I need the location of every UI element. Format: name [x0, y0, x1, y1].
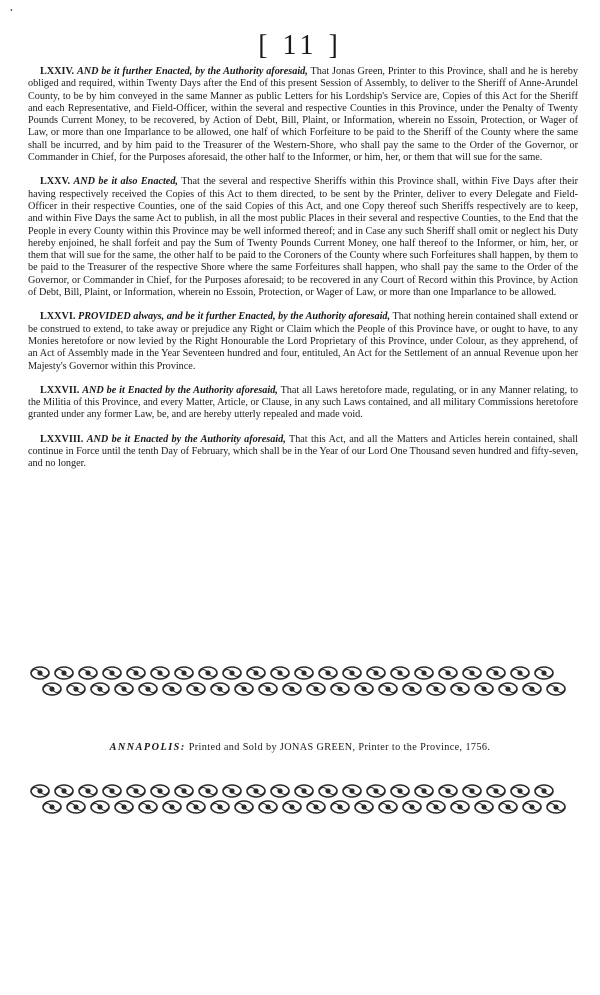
- ornament-flourish: [79, 785, 97, 797]
- ornament-flourish: [307, 801, 325, 813]
- ornament-flourish: [139, 801, 157, 813]
- ornament-flourish: [235, 801, 253, 813]
- ornament-flourish: [175, 667, 193, 679]
- ornament-flourish: [211, 801, 229, 813]
- ornament-flourish: [343, 667, 361, 679]
- ornament-flourish: [139, 683, 157, 695]
- ornament-flourish: [415, 785, 433, 797]
- paragraph-text: That nothing herein contained shall extend or be construed to extend, to take away or prejudice any Right or Claim which the People of this Province have, or ought to have, to any Monies heretofore or now levied by the Right Honourable the Lord Proprietary of this Province, under Colour, as they apprehend, of an Act of Assembly made in the Year Seventeen hundred and four, entituled, An Act for the Settlement of an annual Revenue upon her Majesty's Governor within this Province.: [28, 311, 578, 372]
- ornament-flourish: [55, 667, 73, 679]
- ornament-flourish: [223, 785, 241, 797]
- ornament-flourish: [535, 667, 553, 679]
- ornament-flourish: [427, 683, 445, 695]
- ornament-flourish: [31, 785, 49, 797]
- imprint-place: ANNAPOLIS:: [109, 742, 186, 753]
- ornament-flourish: [295, 785, 313, 797]
- ornament-flourish: [43, 683, 61, 695]
- ornament-flourish: [175, 785, 193, 797]
- ornament-flourish: [127, 785, 145, 797]
- imprint-text: Printed and Sold by JONAS GREEN, Printer to the Province, 1756.: [188, 742, 491, 753]
- ornament-flourish: [163, 683, 181, 695]
- section-number: LXXVIII.: [40, 433, 84, 445]
- ornament-flourish: [547, 801, 565, 813]
- ornament-flourish: [259, 683, 277, 695]
- enacting-clause: AND be it Enacted by the Authority aforesaid,: [82, 384, 278, 396]
- paragraph-lxxv: [28, 176, 578, 299]
- ornament-flourish: [247, 785, 265, 797]
- ornament-flourish: [115, 801, 133, 813]
- ornament-flourish: [487, 667, 505, 679]
- ornament-flourish: [103, 667, 121, 679]
- enacting-clause: AND be it also Enacted,: [73, 176, 178, 188]
- ornament-flourish: [223, 667, 241, 679]
- ornament-flourish: [475, 801, 493, 813]
- ornament-flourish: [259, 801, 277, 813]
- ornament-flourish: [187, 683, 205, 695]
- ornament-flourish: [43, 801, 61, 813]
- ornament-flourish: [331, 801, 349, 813]
- ornament-flourish: [295, 667, 313, 679]
- paragraph-text: That Jonas Green, Printer to this Province, shall and he is hereby obliged and required, within Twenty Days after the End of this present Session of Assembly, to deliver to the Sheriff of Anne-Arundel County, to be by him conveyed in the same Manner as public Letters for his Lordship's Service are, Copies of this Act for the Sheriff and each Representative, and Field-Officer, within the several and respective Counties in this Province, under the Penalty of Twenty Pounds Current Money, to be recovered, by Action of Debt, Bill, Plaint, or Information, wherein no Essoin, Protection, or Wager of Law, or more than one Imparlance to be allowed, one half of which Forfeiture to be paid to the Sheriff of the County where the same shall be incurred, and by him paid to the Treasurer of the Western-Shore, who shall pay the same to the Order of the Governor, or Commander in Chief, for the Purposes aforesaid, the other half to the Informer, or him, her, or them that will sue for the same.: [28, 66, 578, 164]
- section-number: LXXVII.: [40, 384, 80, 396]
- paragraph-lxxvii: [28, 385, 578, 422]
- ornament-flourish: [355, 801, 373, 813]
- ornament-flourish: [283, 801, 301, 813]
- ornament-flourish: [31, 667, 49, 679]
- ornament-flourish: [319, 785, 337, 797]
- ornament-flourish: [403, 683, 421, 695]
- ornament-flourish: [475, 683, 493, 695]
- section-number: LXXIV.: [40, 66, 75, 77]
- ornament-flourish: [391, 785, 409, 797]
- page-number: [ 11 ]: [258, 30, 342, 61]
- ornament-flourish: [55, 785, 73, 797]
- ornament-flourish: [127, 667, 145, 679]
- ornament-flourish: [331, 683, 349, 695]
- ornament-flourish: [67, 801, 85, 813]
- ornament-flourish: [367, 785, 385, 797]
- margin-mark: •: [10, 6, 13, 15]
- ornament-flourish: [463, 785, 481, 797]
- ornament-flourish: [415, 667, 433, 679]
- paragraph-text: That this Act, and all the Matters and Articles herein contained, shall continue in Force until the tenth Day of February, which shall be in the Year of our Lord One Thousand seven hundred and fifty-seven, and no longer.: [28, 433, 578, 470]
- ornament-border-top: [28, 664, 576, 698]
- paragraph-lxxvi: [28, 311, 578, 372]
- ornament-flourish: [355, 683, 373, 695]
- ornament-flourish: [235, 683, 253, 695]
- paragraph-lxxviii: [28, 434, 578, 471]
- paragraph-text: That all Laws heretofore made, regulating, or in any Manner relating, to the Militia of this Province, and every Matter, Article, or Clause, in any such Laws contained, and all military Commissions heretofore granted under any former Law, be, and are hereby utterly repealed and made void.: [28, 384, 579, 421]
- ornament-flourish: [343, 785, 361, 797]
- ornament-flourish: [379, 801, 397, 813]
- ornament-flourish: [199, 667, 217, 679]
- ornament-flourish: [199, 785, 217, 797]
- ornament-flourish: [115, 683, 133, 695]
- ornament-flourish: [439, 785, 457, 797]
- ornament-flourish: [427, 801, 445, 813]
- ornament-flourish: [79, 667, 97, 679]
- colophon: [0, 742, 600, 753]
- enacting-clause: PROVIDED always, and be it further Enacted, by the Authority aforesaid,: [78, 311, 391, 323]
- ornament-flourish: [451, 801, 469, 813]
- ornament-border-bottom: [28, 782, 576, 816]
- ornament-flourish: [379, 683, 397, 695]
- ornament-flourish: [319, 667, 337, 679]
- ornament-flourish: [403, 801, 421, 813]
- ornament-flourish: [103, 785, 121, 797]
- ornament-flourish: [151, 785, 169, 797]
- ornament-flourish: [187, 801, 205, 813]
- ornament-flourish: [523, 801, 541, 813]
- ornament-flourish: [211, 683, 229, 695]
- ornament-flourish: [271, 667, 289, 679]
- section-number: LXXVI.: [40, 311, 76, 323]
- ornament-flourish: [67, 683, 85, 695]
- section-number: LXXV.: [40, 176, 71, 188]
- ornament-flourish: [391, 667, 409, 679]
- paragraph-lxxiv: [28, 66, 578, 164]
- ornament-flourish: [247, 667, 265, 679]
- ornament-flourish: [271, 785, 289, 797]
- ornament-flourish: [523, 683, 541, 695]
- ornament-flourish: [463, 667, 481, 679]
- ornament-flourish: [163, 801, 181, 813]
- ornament-flourish: [499, 801, 517, 813]
- ornament-flourish: [535, 785, 553, 797]
- ornament-flourish: [511, 667, 529, 679]
- document-body: [28, 66, 578, 473]
- ornament-flourish: [367, 667, 385, 679]
- ornament-flourish: [547, 683, 565, 695]
- ornament-flourish: [91, 683, 109, 695]
- ornament-flourish: [511, 785, 529, 797]
- enacting-clause: AND be it Enacted by the Authority aforesaid,: [86, 433, 286, 445]
- ornament-flourish: [499, 683, 517, 695]
- ornament-flourish: [151, 667, 169, 679]
- ornament-flourish: [439, 667, 457, 679]
- ornament-flourish: [283, 683, 301, 695]
- ornament-flourish: [307, 683, 325, 695]
- ornament-flourish: [451, 683, 469, 695]
- ornament-flourish: [91, 801, 109, 813]
- ornament-flourish: [487, 785, 505, 797]
- enacting-clause: AND be it further Enacted, by the Authority aforesaid,: [76, 66, 308, 77]
- paragraph-text: That the several and respective Sheriffs within this Province shall, within Five Days after their having respectively received the Copies of this Act to them directed, to be sent by the Printer, deliver to every Delegate and Field-Officer in their respective Counties, one of the said Copies of this Act, and one Copy thereof such Sheriffs respectively are to keep, and within Five Days the same Act to publish, in all the most public Places in their several and respective Counties, to the End that the People in every County within this Province may be well informed thereof; and in Case any such Sheriff shall omit or neglect his Duty hereby enjoined, he shall forfeit and pay the Sum of Twenty Pounds Current Money, one half thereof to the Informer, or him, her, or them that will sue for the same, the other half to be paid to the Coroners of the County where such Forfeitures shall happen, by them to be paid to the Treasurer of the respective Shore where the same Forfeitures shall happen, who shall pay the same to the Order of the Governor, or Commander in Chief, for the Purposes aforesaid; to be recovered in any Court of Record within this Province, by Action of Debt, Bill, Plaint, or Information, wherein no Essoin, Protection, or Wager of Law, or more than one Imparlance to be allowed.: [28, 176, 578, 299]
